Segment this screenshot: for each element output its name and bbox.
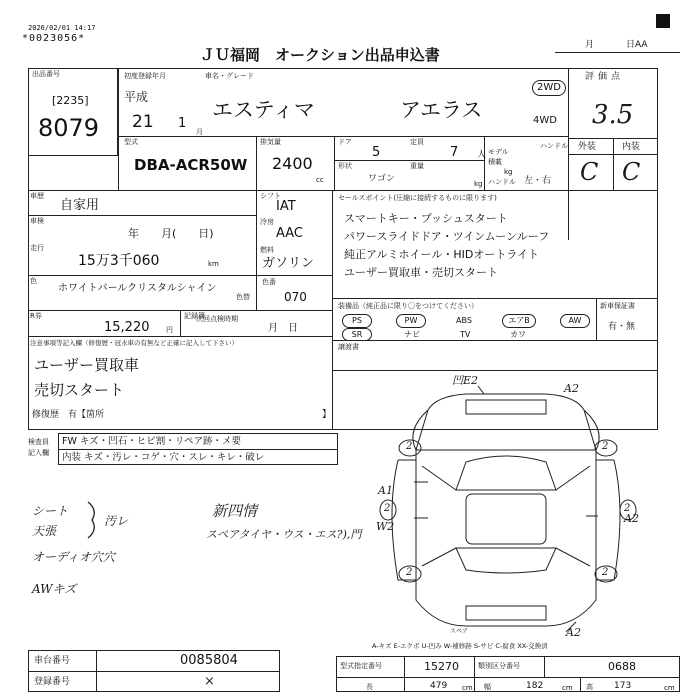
type-label: 型式 [124,138,138,146]
date-underline [555,52,680,53]
date-month: 月 [585,40,595,50]
hand-left-line-2: 天張 [32,524,57,538]
reg-label: 初度登録年月 [124,72,166,80]
color-no: 070 [284,290,307,304]
manual-label: 記録簿 [184,312,205,320]
date-day: 日AA [626,40,648,50]
height-unit: cm [664,684,675,692]
equip-sr: SR [342,328,372,341]
spare-label: スペア [450,628,469,635]
color-no-label: 色番 [262,278,276,286]
equip-navi: ナビ [404,330,420,339]
diagram-label-bottom-right: A2 [566,626,581,639]
equip-abs: ABS [456,316,472,325]
recycle-label: R券 [30,312,42,320]
diagram-legend: A-キズ E-エクボ U-凹み W-補修跡 S-サビ C-腐食 XX-交換済 [372,642,548,650]
grade: アエラス [400,98,483,122]
tire-mark-4: 2 [602,567,609,578]
equip-aw: AW [560,314,590,328]
handle-options: 左・右 [524,176,552,186]
width-label: 幅 [484,683,491,691]
hand-left-line-1: シート [32,504,69,518]
capacity-label: 定員 [410,138,424,146]
exterior-grade: C [580,158,599,186]
body-label: 形状 [338,162,352,170]
reg-year: 21 [132,112,154,132]
tire-mark-5: 2 [384,503,391,514]
model-name: エスティマ [212,98,315,122]
equip-tv: TV [460,330,471,339]
ac-label: 冷房 [260,218,274,226]
exterior-label: 外装 [578,142,597,152]
lot-label: 出品番号 [32,70,60,78]
lot-sub-number: [2235] [52,94,89,107]
load-unit: kg [504,168,513,176]
drive-2wd-circled: 2WD [532,80,566,96]
body-type: ワゴン [368,174,396,184]
inspector-label-1: 検査員 [28,438,49,446]
hand-center-line-2: スペアタイヤ・ウス・エス?),門 [206,528,362,541]
weight-label: 重量 [410,162,424,170]
ac: AAC [276,226,303,241]
tire-mark-1: 2 [406,441,413,452]
reg-month: 1 [178,116,187,131]
hand-left-line-4: AWキズ [32,582,77,596]
equip-leather: カワ [510,330,526,339]
color: ホワイトパールクリスタルシャイン [58,283,217,294]
notes-line-2: 売切スタート [34,381,125,399]
legend-row-2: 内装 キズ・汚レ・コゲ・穴・スレ・キレ・破レ [62,452,265,463]
repair-history-end: 】 [322,410,332,420]
reg-month-unit: 月 [196,128,203,136]
diagram-label-right: A2 [624,512,639,525]
usage: 自家用 [60,198,100,213]
capacity: 7 [450,145,459,160]
recycle-unit: 円 [166,326,173,334]
mileage-label: 走行 [30,244,44,252]
capacity-unit: 人 [477,150,487,160]
diagram-label-w2: W2 [376,520,395,533]
doors-label: ドア [338,138,352,146]
usage-label: 車歴 [30,192,44,200]
width-unit: cm [562,684,573,692]
serial-number: *0023056* [22,33,86,44]
interior-grade: C [622,158,641,186]
diagram-label-top-left: 凹E2 [452,374,479,387]
length: 479 [430,681,448,691]
new-warranty-label: 新車保証書 [600,302,635,310]
weight-unit: kg [474,180,483,188]
recycle-amount: 15,220 [104,320,150,335]
length-unit: cm [462,684,473,692]
sales-point-1: スマートキー・プッシュスタート [344,212,508,225]
interior-label: 内装 [622,142,641,152]
doors: 5 [372,145,381,160]
equip-pw: PW [396,314,426,328]
color-no-label-2: 色替 [236,293,250,301]
inspection-next-day: 月 日 [268,323,298,334]
diagram-label-a1: A1 [378,484,393,497]
registration-number: × [204,674,215,689]
sales-points-label: セールスポイント(圧縮に接続するものに限ります) [338,194,497,202]
width: 182 [526,681,544,691]
lot-box [28,68,118,156]
drive-4wd: 4WD [533,115,557,126]
displacement-unit: cc [316,176,324,184]
tire-mark-3: 2 [406,567,413,578]
fuel-label: 燃料 [260,246,274,254]
legend-row-1: FW キズ・凹石・ヒビ割・リペア跡・メ要 [62,436,241,447]
class-number: 0688 [608,660,636,673]
tire-mark-2: 2 [602,441,609,452]
form-title: ＪＵ福岡 オークション出品申込書 [200,46,440,64]
equip-ps: PS [342,314,372,328]
rating-score: 3.5 [592,100,634,130]
type-cat-label: 型式指定番号 [340,662,382,670]
height: 173 [614,681,632,691]
inspection-next-label: 次回点検時期 [196,315,238,323]
class-label: 類別区分番号 [478,662,520,670]
notes-label: 注意事項等記入欄（修復歴・冠水車の有無など正確に記入して下さい） [30,339,238,347]
transfer-label: 譲渡書 [338,343,359,351]
chassis-number: 0085804 [180,653,238,668]
handle-label-2: ハンドル [488,178,516,186]
tire-mark-6: 2 [624,503,631,514]
registration-label: 登録番号 [34,677,71,687]
displacement-label: 排気量 [260,138,281,146]
era: 平成 [124,90,149,104]
hand-brace [84,500,104,540]
color-label: 色 [30,277,37,285]
registration-mark [656,14,670,28]
lot-number: 8079 [38,114,100,142]
sales-point-4: ユーザー買取車・売切スタート [344,266,498,279]
sales-point-3: 純正アルミホイール・HIDオートライト [344,248,539,261]
mileage-unit: km [208,260,219,268]
handle-label: ハンドル [540,142,568,150]
print-timestamp: 2026/02/01 14:17 [28,24,96,32]
sales-point-2: パワースライドドア・ツインムーンルーフ [344,230,550,243]
mileage: 15万3千060 [78,253,160,269]
inspection-label: 車検 [30,217,44,225]
fuel: ガソリン [262,256,315,271]
shift: IAT [276,199,296,214]
load-label: 積載 [488,158,502,166]
shift-label: シフト [260,192,281,200]
height-label: 高 [586,683,593,691]
notes-line-1: ユーザー買取車 [34,356,140,374]
hand-center-line-1: 新四情 [212,502,258,520]
hand-left-side: 汚レ [104,514,129,528]
car-damage-diagram [366,370,656,640]
rating-label: 評価点 [585,72,625,82]
hand-left-line-3: オーディオ穴穴 [32,550,116,564]
equip-airbag: エアB [502,314,536,328]
diagram-label-top-right: A2 [564,382,579,395]
displacement: 2400 [272,154,313,173]
type-cat-number: 15270 [424,660,459,673]
inspection-date: 年 月( 日) [128,227,214,240]
length-label: 長 [366,683,373,691]
model-code: DBA-ACR50W [134,156,248,174]
repair-history-label: 修復歴 有【箇所 [32,410,105,420]
inspector-label-2: 記入欄 [28,449,49,457]
equipment-label: 装備品（純正品に限り〇をつけてください） [338,302,478,310]
chassis-label: 車台番号 [34,656,71,666]
new-warranty-options: 有・無 [608,322,636,332]
model-mark: モデル [488,148,509,156]
name-label: 車名・グレード [205,72,254,80]
